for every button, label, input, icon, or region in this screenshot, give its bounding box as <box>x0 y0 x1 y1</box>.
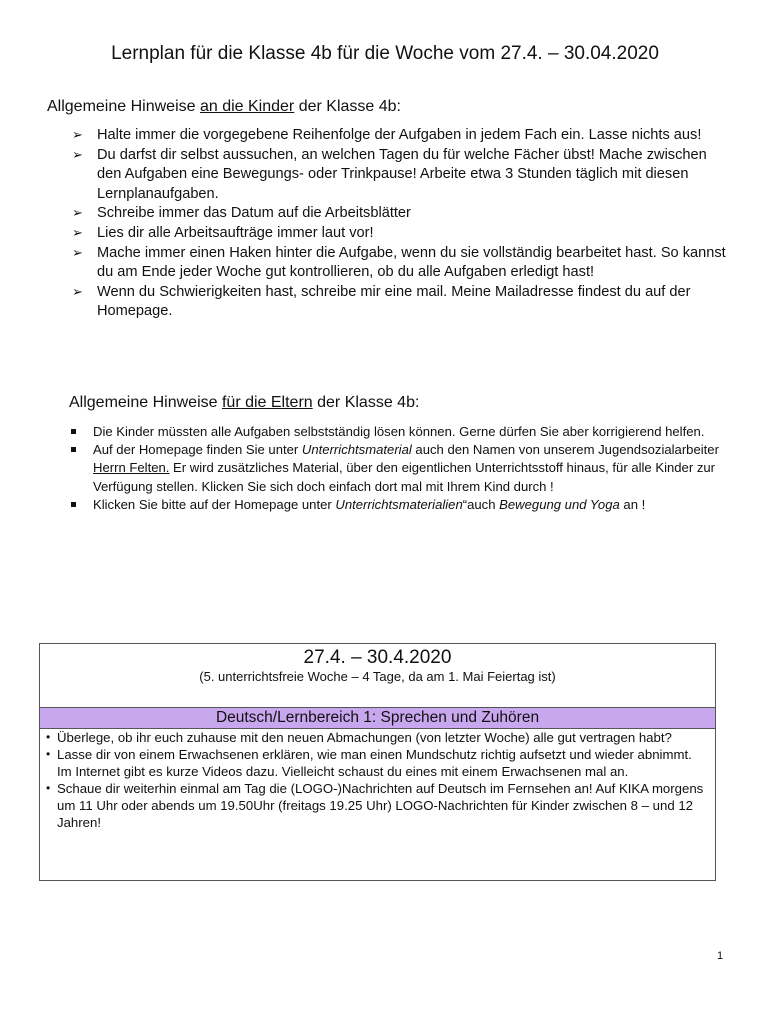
subject-header: Deutsch/Lernbereich 1: Sprechen und Zuhören <box>40 707 715 729</box>
square-bullet-icon <box>71 502 76 507</box>
plan-note: (5. unterrichtsfreie Woche – 4 Tage, da am 1. Mai Feiertag ist) <box>199 669 556 684</box>
kids-heading-prefix: Allgemeine Hinweise <box>47 98 200 115</box>
list-item <box>68 441 728 496</box>
parents-heading <box>69 392 419 414</box>
plan-task-list <box>46 729 706 831</box>
plan-date: 27.4. – 30.4.2020 <box>303 647 452 668</box>
list-item-text: Wenn du Schwierigkeiten hast, schreibe mir eine mail. Meine Mailadresse findest du auf der Homepage. <box>97 283 691 320</box>
arrow-bullet-icon: ➢ <box>72 147 83 163</box>
list-item-text: an ! <box>619 496 646 512</box>
list-item <box>46 746 706 780</box>
list-item-text: Auf der Homepage finden Sie unter <box>93 442 302 458</box>
page-title: Lernplan für die Klasse 4b für die Woche vom 27.4. – 30.04.2020 <box>111 43 659 64</box>
list-item-text: “auch <box>462 496 500 512</box>
arrow-bullet-icon: ➢ <box>72 128 83 143</box>
emphasis-text: Unterrichtsmaterial <box>301 442 412 458</box>
dot-bullet-icon: • <box>46 730 51 744</box>
kids-heading-underlined: an die Kinder <box>199 98 295 115</box>
emphasis-text: Bewegung und Yoga <box>499 496 620 512</box>
list-item <box>72 146 732 205</box>
parents-heading-suffix: der Klasse 4b: <box>312 394 420 411</box>
page-number: 1 <box>717 950 724 962</box>
list-item <box>46 780 706 831</box>
square-bullet-icon <box>71 429 76 434</box>
kids-instructions-list <box>72 126 732 322</box>
list-item-text: Schreibe immer das Datum auf die Arbeitsblätter <box>97 205 411 222</box>
list-item <box>46 729 706 746</box>
list-item <box>72 244 732 283</box>
parents-instructions-list <box>68 423 728 514</box>
list-item <box>68 423 728 441</box>
list-item-text: Schaue dir weiterhin einmal am Tag die (LOGO-)Nachrichten auf Deutsch im Fernsehen an! Auf KIKA morgens um 11 Uhr oder abends um 19.50Uhr (freitags 19.25 Uhr) LOGO-Nachrichten für Kinder zwischen 8 – und 12 Jahren! <box>57 781 704 830</box>
list-item <box>72 224 732 244</box>
list-item-text: Du darfst dir selbst aussuchen, an welchen Tagen du für welche Fächer übst! Mache zwischen den Aufgaben eine Bewegungs- oder Trinkpause! Arbeite etwa 3 Stunden täglich mit diesen Lernplanaufgaben. <box>97 146 707 202</box>
weekly-plan-table <box>39 643 716 881</box>
list-item-text: Er wird zusätzliches Material, über den eigentlichen Unterrichtsstoff hinaus, für alle Kinder zur Verfügung stellen. Klicken Sie sich doch einfach dort mal mit Ihrem Kind durch ! <box>93 460 716 494</box>
dot-bullet-icon: • <box>46 781 51 795</box>
arrow-bullet-icon: ➢ <box>72 206 83 222</box>
list-item-text: Lasse dir von einem Erwachsenen erklären, wie man einen Mundschutz richtig aufsetzt und wieder abnimmt. Im Internet gibt es kurze Videos dazu. Vielleicht schaust du eines mit einem Erwachsenen mal an. <box>57 747 692 779</box>
kids-heading <box>47 96 401 118</box>
list-item-text: Überlege, ob ihr euch zuhause mit den neuen Abmachungen (von letzter Woche) alle gut vertragen habt? <box>57 730 672 745</box>
underlined-name: Herrn Felten. <box>93 460 170 476</box>
square-bullet-icon <box>71 447 76 452</box>
list-item-text: Die Kinder müssten alle Aufgaben selbstständig lösen können. Gerne dürfen Sie aber korrigierend helfen. <box>93 424 705 439</box>
parents-heading-prefix: Allgemeine Hinweise <box>69 394 222 411</box>
arrow-bullet-icon: ➢ <box>72 225 83 241</box>
list-item-text: Halte immer die vorgegebene Reihenfolge der Aufgaben in jedem Fach ein. Lasse nichts aus! <box>97 127 702 143</box>
dot-bullet-icon: • <box>46 747 51 761</box>
list-item-text: auch den Namen von unserem Jugendsozialarbeiter <box>411 442 719 458</box>
arrow-bullet-icon: ➢ <box>72 245 83 261</box>
list-item <box>68 496 728 514</box>
parents-heading-underlined: für die Eltern <box>221 394 313 411</box>
arrow-bullet-icon: ➢ <box>72 284 83 300</box>
emphasis-text: Unterrichtsmaterialien <box>335 496 463 512</box>
list-item-text: Klicken Sie bitte auf der Homepage unter <box>93 496 336 512</box>
list-item-text: Lies dir alle Arbeitsaufträge immer laut vor! <box>97 224 374 241</box>
kids-heading-suffix: der Klasse 4b: <box>294 98 401 115</box>
list-item <box>72 283 732 322</box>
list-item <box>72 126 732 146</box>
list-item-text: Mache immer einen Haken hinter die Aufgabe, wenn du sie vollständig bearbeitet hast. So kannst du am Ende jeder Woche gut kontrollieren, ob du alle Aufgaben erledigt hast! <box>97 244 726 281</box>
list-item <box>72 204 732 224</box>
